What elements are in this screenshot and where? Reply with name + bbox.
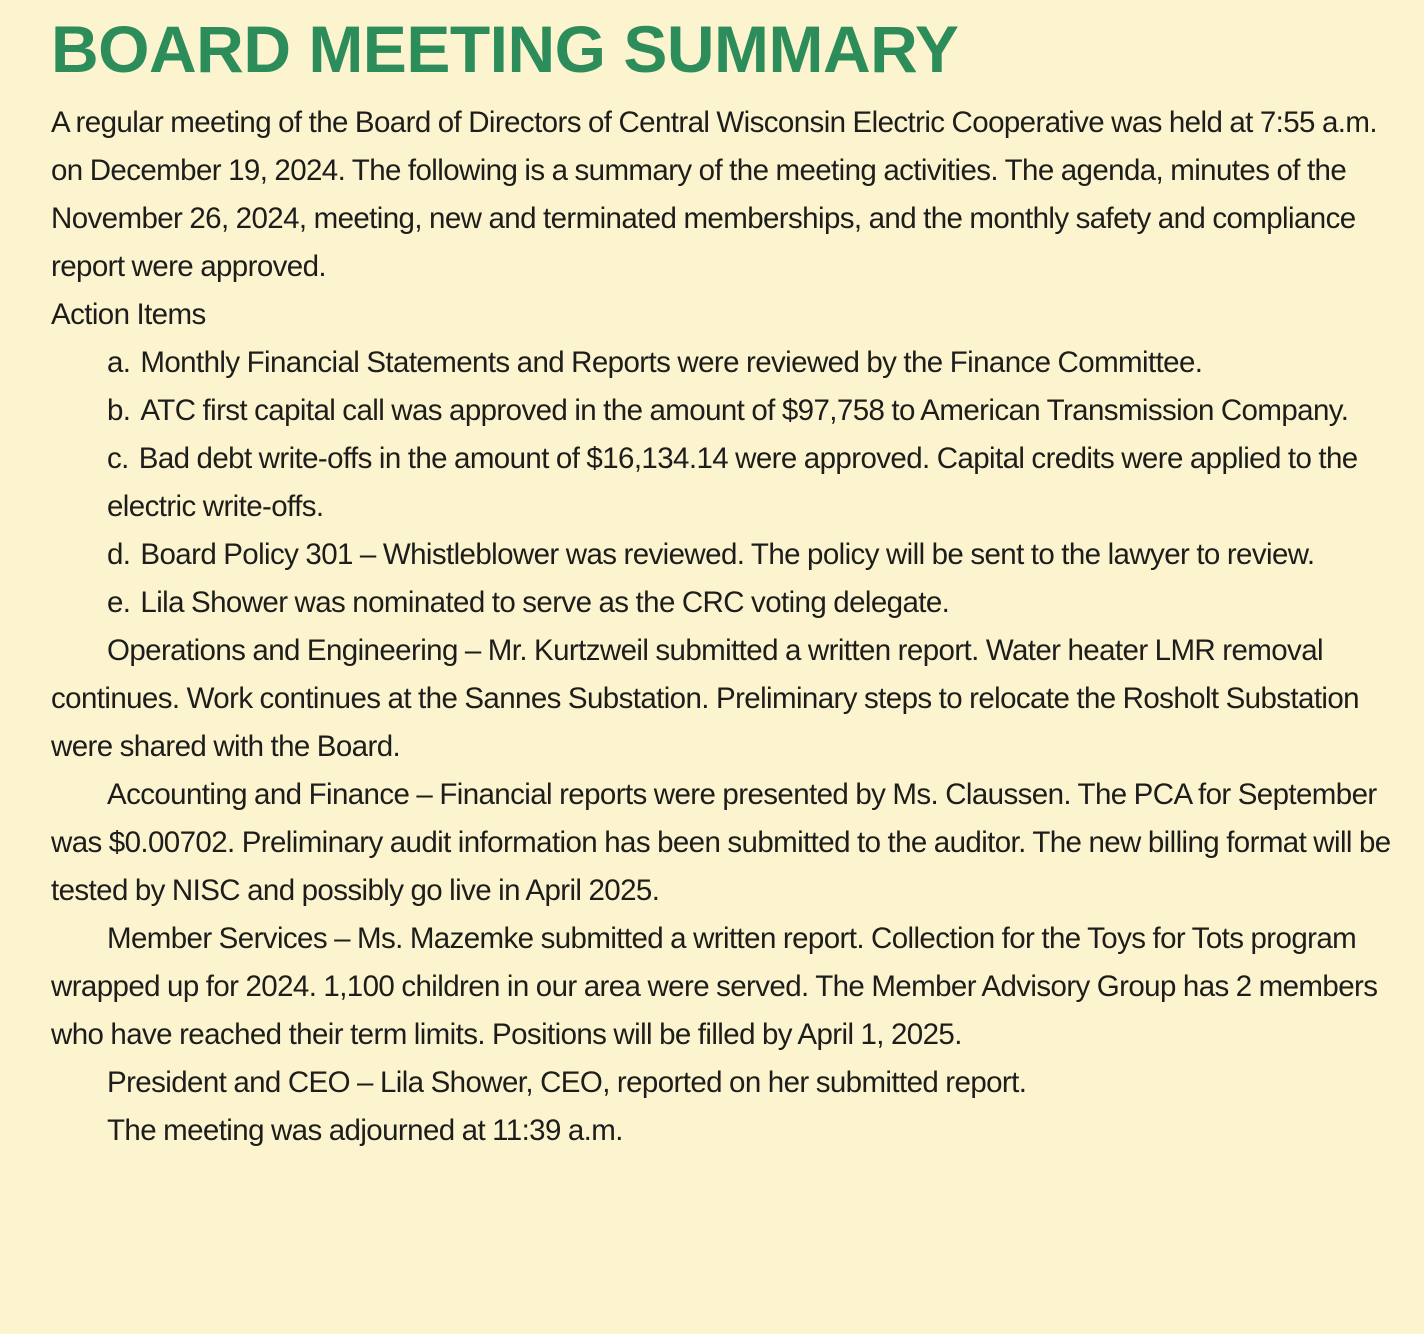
action-item-text: Bad debt write-offs in the amount of $16,134.14 were approved. Capital credits were applied to the electric write-offs. bbox=[107, 442, 1358, 523]
summary-body bbox=[51, 99, 1401, 1155]
action-items-heading: Action Items bbox=[51, 298, 206, 331]
action-item-text: Board Policy 301 – Whistleblower was reviewed. The policy will be sent to the lawyer to review. bbox=[140, 538, 1315, 571]
accounting-report: Accounting and Finance – Financial reports were presented by Ms. Claussen. The PCA for September was $0.00702. Preliminary audit information has been submitted to the auditor. The new billing format will be tested by NISC and possibly go live in April 2025. bbox=[51, 778, 1391, 907]
action-item bbox=[107, 531, 1401, 579]
action-item-letter: a. bbox=[107, 346, 131, 379]
action-item-text: ATC first capital call was approved in the amount of $97,758 to American Transmission Company. bbox=[140, 394, 1349, 427]
intro-paragraph: A regular meeting of the Board of Directors of Central Wisconsin Electric Cooperative was held at 7:55 a.m. on December 19, 2024. The following is a summary of the meeting activities. The agenda, minutes of the November 26, 2024, meeting, new and terminated memberships, and the monthly safety and compliance report were approved. bbox=[51, 106, 1377, 283]
ceo-report: President and CEO – Lila Shower, CEO, reported on her submitted report. bbox=[107, 1066, 1027, 1099]
action-item bbox=[107, 339, 1401, 387]
action-item-letter: e. bbox=[107, 586, 131, 619]
adjournment-note: The meeting was adjourned at 11:39 a.m. bbox=[107, 1114, 623, 1147]
member-services-report: Member Services – Ms. Mazemke submitted a written report. Collection for the Toys for Tots program wrapped up for 2024. 1,100 children in our area were served. The Member Advisory Group has 2 members who have reached their term limits. Positions will be filled by April 1, 2025. bbox=[51, 922, 1378, 1051]
page-title: BOARD MEETING SUMMARY bbox=[51, 12, 959, 86]
action-item bbox=[107, 435, 1401, 531]
action-item-letter: c. bbox=[107, 442, 129, 475]
action-item bbox=[107, 579, 1401, 627]
action-item-letter: d. bbox=[107, 538, 131, 571]
action-item-text: Monthly Financial Statements and Reports were reviewed by the Finance Committee. bbox=[140, 346, 1203, 379]
action-items-list bbox=[51, 339, 1401, 627]
operations-report: Operations and Engineering – Mr. Kurtzweil submitted a written report. Water heater LMR removal continues. Work continues at the Sannes Substation. Preliminary steps to relocate the Rosholt Substation were shared with the Board. bbox=[51, 634, 1359, 763]
action-item bbox=[107, 387, 1401, 435]
board-meeting-summary bbox=[51, 8, 1401, 1155]
action-item-letter: b. bbox=[107, 394, 131, 427]
action-item-text: Lila Shower was nominated to serve as the CRC voting delegate. bbox=[140, 586, 950, 619]
